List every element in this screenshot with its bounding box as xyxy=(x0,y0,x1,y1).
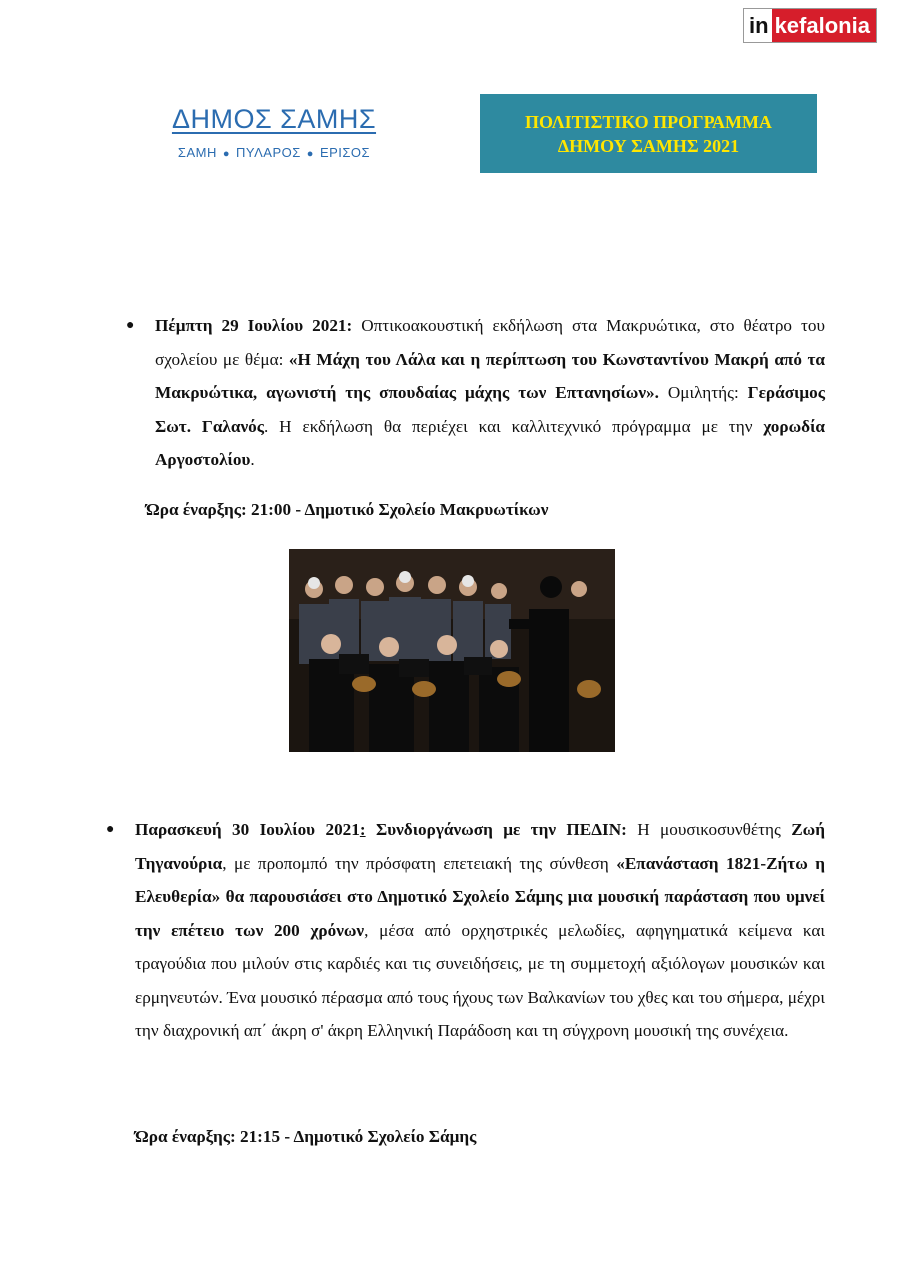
event-co-organization: Συνδιοργάνωση με την ΠΕΔΙΝ: xyxy=(365,820,627,839)
event-theme: «Η Μάχη του Λάλα και η περίπτωση του Κωνσταντίνου Μακρή από τα Μακρυώτικα, αγωνιστή της σπουδαίας μάχης των Επτανησίων». xyxy=(155,349,825,402)
separator-dot-icon: ● xyxy=(222,148,230,160)
choir-photo xyxy=(289,549,615,752)
program-title-line2: ΔΗΜΟΥ ΣΑΜΗΣ 2021 xyxy=(557,135,740,156)
bullet-icon: ● xyxy=(126,318,135,333)
event-text: Η μουσικοσυνθέτης xyxy=(626,820,792,839)
event-item xyxy=(106,813,825,1048)
inkefalonia-logo xyxy=(743,8,877,43)
separator-dot-icon: ● xyxy=(306,148,314,160)
event-text: Οπτικοακουστική εκδήλωση στα Μακρυώτικα, στο θέατρο του σχολείου με θέμα: xyxy=(155,316,825,369)
municipality-header xyxy=(150,104,398,160)
municipality-towns xyxy=(150,145,398,160)
event-start-time: Ώρα έναρξης: 21:00 - Δημοτικό Σχολείο Μακρυωτίκων xyxy=(146,500,549,519)
event-speaker: Γεράσιμος Σωτ. Γαλανός xyxy=(155,383,825,436)
town-name: ΣΑΜΗ xyxy=(177,145,217,160)
event-work: «Επανάσταση 1821-Ζήτω η Ελευθερία» θα παρουσιάσει στο Δημοτικό Σχολείο Σάμης μια μουσική παράσταση που υμνεί την επέτειο των 200 χρόνων xyxy=(135,853,825,940)
event-item xyxy=(126,309,825,477)
town-name: ΕΡΙΣΟΣ xyxy=(319,145,371,160)
event-text: . Η εκδήλωση θα περιέχει και καλλιτεχνικό πρόγραμμα με την xyxy=(264,416,764,436)
event-composer: Ζωή Τηγανούρια xyxy=(135,820,825,873)
event-choir: χορωδία Αργοστολίου xyxy=(155,416,825,469)
bullet-icon: ● xyxy=(106,822,115,837)
municipality-title: ΔΗΜΟΣ ΣΑΜΗΣ xyxy=(171,104,377,134)
event-date: Παρασκευή 30 Ιουλίου 2021 xyxy=(135,820,360,839)
logo-part-kefalonia: kefalonia xyxy=(772,9,876,42)
program-title-line1: ΠΟΛΙΤΙΣΤΙΚΟ ΠΡΟΓΡΑΜΜΑ xyxy=(525,111,772,132)
event-text: . xyxy=(250,450,255,469)
event-text: , με προπομπό την πρόσφατη επετειακή της σύνθεση xyxy=(222,853,617,873)
event-text: , μέσα από ορχηστρικές μελωδίες, αφηγηματικά κείμενα και τραγούδια που μιλούν στις καρδιές και τις συνειδήσεις, με τη συμμετοχή αξιόλογων μουσικών και ερμηνευτών. Ένα μουσικό πέρασμα από τους ήχους των Βαλκανίων του χθες και του σήμερα, μέχρι την διαχρονική απ΄ άκρη σ' άκρη Ελληνική Παράδοση και τη σύγχρονη μουσική της συνέχεια. xyxy=(135,920,825,1040)
event-text: Ομιλητής: xyxy=(658,383,748,402)
program-title-box xyxy=(480,94,817,173)
event-date-colon: : xyxy=(359,820,366,839)
town-name: ΠΥΛΑΡΟΣ xyxy=(236,145,301,160)
event-start-time: Ώρα έναρξης: 21:15 - Δημοτικό Σχολείο Σάμης xyxy=(135,1127,477,1146)
event-date: Πέμπτη 29 Ιουλίου 2021: xyxy=(155,316,353,335)
logo-part-in: in xyxy=(744,9,772,42)
